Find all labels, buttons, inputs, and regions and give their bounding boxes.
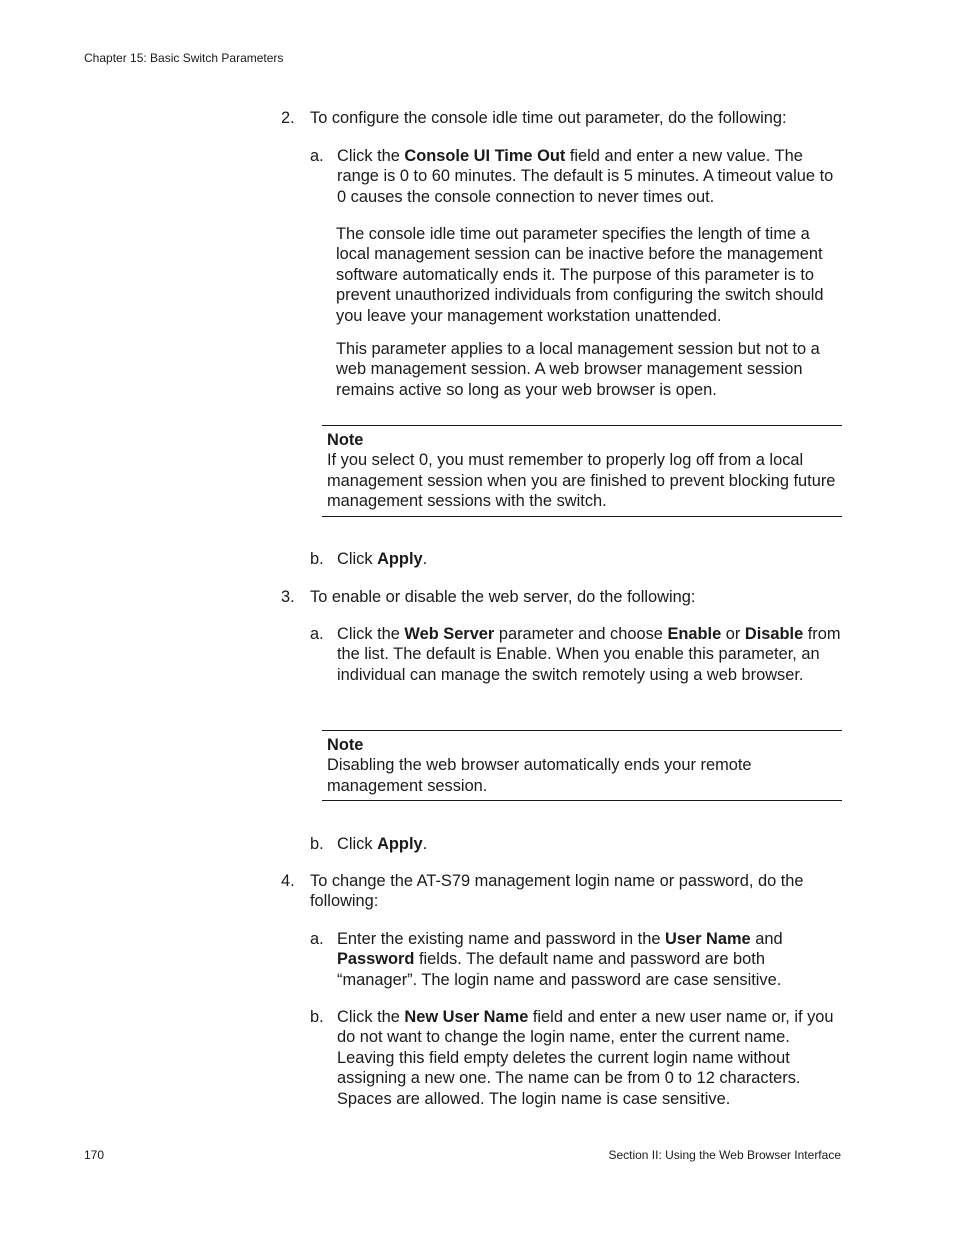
step-4b-text	[337, 1007, 842, 1109]
step-4a-text	[337, 929, 842, 990]
step-4b-pre: Click the	[337, 1008, 405, 1026]
step-4b-letter: b.	[310, 1008, 324, 1026]
running-footer-section: Section II: Using the Web Browser Interface	[608, 1148, 841, 1162]
step-3b-text	[337, 834, 842, 854]
step-4b-post: field and enter a new user name or, if you do not want to change the login name, enter the current name. Leaving this field empty deletes the current login name without assigning a new one. The name can be from 0 to 12 characters. Spaces are allowed. The login name is case sensitive.	[337, 1008, 834, 1108]
step-3b-post: .	[422, 835, 428, 853]
step-2-text: To configure the console idle time out parameter, do the following:	[310, 109, 787, 127]
web-server-term: Web Server	[404, 625, 495, 643]
step-2a-post: field and enter a new value. The range is 0 to 60 minutes. The default is 5 minutes. A timeout value to 0 causes the console connection to never times out.	[337, 147, 834, 206]
step-2b-letter: b.	[310, 550, 324, 568]
step-3a-text	[337, 624, 842, 685]
step-4a-mid1: and	[750, 930, 783, 948]
step-3a-letter: a.	[310, 625, 324, 643]
note-text: If you select 0, you must remember to properly log off from a local management session when you are finished to prevent blocking future management sessions with the switch.	[327, 451, 836, 511]
step-2a-pre: Click the	[337, 147, 405, 165]
step-3-text: To enable or disable the web server, do the following:	[310, 588, 696, 606]
apply-term: Apply	[377, 835, 423, 853]
step-3-number: 3.	[281, 588, 295, 606]
step-3a-mid2: or	[721, 625, 745, 643]
step-3a-pre: Click the	[337, 625, 405, 643]
page-number: 170	[84, 1148, 105, 1162]
timeout-description-paragraph: The console idle time out parameter specifies the length of time a local management session can be inactive before the management software automatically ends it. The purpose of this parameter is to prevent unauthorized individuals from configuring the switch should you leave your management workstation unattended.	[336, 225, 824, 325]
step-2a-text	[337, 146, 842, 207]
step-2-number: 2.	[281, 109, 295, 127]
step-4-text: To change the AT-S79 management login name or password, do the following:	[310, 872, 804, 911]
enable-term: Enable	[667, 625, 722, 643]
step-4a-pre: Enter the existing name and password in the	[337, 930, 666, 948]
step-2a-letter: a.	[310, 147, 324, 165]
note-box-timeout	[322, 425, 842, 517]
step-2b-text	[337, 549, 842, 569]
local-session-paragraph: This parameter applies to a local management session but not to a web management session. A web browser management session remains active so long as your web browser is open.	[336, 340, 820, 399]
note-box-web-browser	[322, 730, 842, 801]
note-title: Note	[327, 736, 364, 754]
note-title: Note	[327, 431, 364, 449]
step-4a-post: fields. The default name and password are both “manager”. The login name and password are case sensitive.	[337, 950, 782, 989]
running-header: Chapter 15: Basic Switch Parameters	[84, 51, 284, 65]
step-2b-post: .	[422, 550, 428, 568]
console-ui-timeout-term: Console UI Time Out	[404, 147, 566, 165]
password-term: Password	[337, 950, 415, 969]
disable-term: Disable	[744, 625, 804, 643]
step-3b-letter: b.	[310, 835, 324, 853]
apply-term: Apply	[377, 550, 423, 568]
step-2b-pre: Click	[337, 550, 378, 568]
new-user-name-term: New User Name	[404, 1008, 529, 1026]
note-text: Disabling the web browser automatically ends your remote management session.	[327, 756, 752, 795]
user-name-term: User Name	[665, 930, 751, 948]
step-4a-letter: a.	[310, 930, 324, 948]
step-4-number: 4.	[281, 872, 295, 890]
step-3a-post: from the list. The default is Enable. When you enable this parameter, an individual can manage the switch remotely using a web browser.	[337, 625, 841, 684]
step-3a-mid1: parameter and choose	[494, 625, 668, 643]
step-3b-pre: Click	[337, 835, 378, 853]
